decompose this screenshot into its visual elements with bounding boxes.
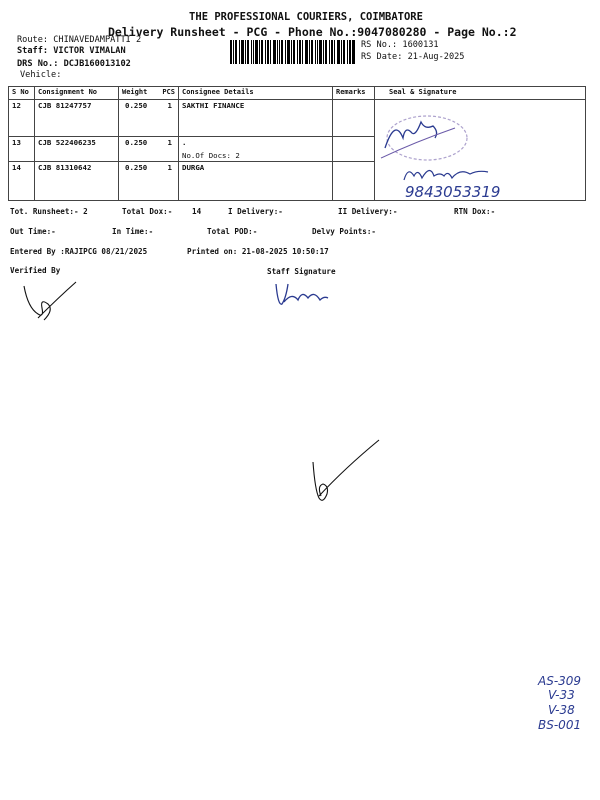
handwritten-phone: 9843053319 xyxy=(405,183,501,201)
ii-delivery: II Delivery:- xyxy=(338,207,398,216)
rtn-dox: RTN Dox:- xyxy=(454,207,496,216)
in-time: In Time:- xyxy=(112,227,154,236)
row-pcs: 1 xyxy=(167,138,172,147)
vehicle-label: Vehicle: xyxy=(20,70,62,80)
handwritten-note: BS-001 xyxy=(538,718,582,732)
barcode xyxy=(230,40,355,64)
col-consignee: Consignee Details xyxy=(179,87,333,100)
row-weight-pcs xyxy=(119,100,179,137)
verified-by-label: Verified By xyxy=(10,266,61,275)
delvy-points: Delvy Points:- xyxy=(312,227,377,236)
total-pod: Total POD:- xyxy=(207,227,258,236)
handwritten-note: V-38 xyxy=(548,703,575,717)
company-title: THE PROFESSIONAL COURIERS, COIMBATORE xyxy=(189,11,423,23)
staff-label: Staff: VICTOR VIMALAN xyxy=(17,46,126,56)
row-weight: 0.250 xyxy=(125,163,148,172)
total-dox-label: Total Dox:- xyxy=(122,207,173,216)
row-weight: 0.250 xyxy=(125,138,148,147)
row-pcs: 1 xyxy=(167,101,172,110)
row-consignment: CJB 81247757 xyxy=(35,100,119,137)
verified-by-signature xyxy=(18,278,88,323)
handwritten-note: V-33 xyxy=(548,688,575,702)
row-consignment: CJB 81310642 xyxy=(35,162,119,201)
col-pcs: PCS xyxy=(162,88,175,96)
row-remarks xyxy=(333,137,375,162)
col-seal-label: Seal & Signature xyxy=(389,88,457,96)
i-delivery: I Delivery:- xyxy=(228,207,283,216)
total-dox-value: 14 xyxy=(192,207,202,216)
col-weight-pcs xyxy=(119,87,179,100)
handwritten-note: AS-309 xyxy=(538,674,582,688)
row-weight-pcs xyxy=(119,137,179,162)
tot-runsheet: Tot. Runsheet:- 2 xyxy=(10,207,88,216)
col-seal xyxy=(375,87,586,100)
entered-by: Entered By :RAJIPCG 08/21/2025 xyxy=(10,247,148,256)
row-consignee-name: . xyxy=(182,138,187,147)
col-sno: S No xyxy=(9,87,35,100)
row-consignee: SAKTHI FINANCE xyxy=(179,100,333,137)
route-label: Route: CHINAVEDAMPATTI 2 xyxy=(17,35,142,45)
row-consignment: CJB 522406235 xyxy=(35,137,119,162)
col-consignment: Consignment No xyxy=(35,87,119,100)
row-sno: 14 xyxy=(9,162,35,201)
row-pcs: 1 xyxy=(167,163,172,172)
col-weight: Weight xyxy=(122,88,148,96)
printed-on: Printed on: 21-08-2025 10:50:17 xyxy=(187,247,329,256)
rs-date: RS Date: 21-Aug-2025 xyxy=(361,52,465,62)
row-weight-pcs xyxy=(119,162,179,201)
staff-signature xyxy=(268,278,338,313)
runsheet-subtitle: Delivery Runsheet - PCG - Phone No.:9047080280 - Page No.:2 xyxy=(108,25,517,39)
row-weight: 0.250 xyxy=(125,101,148,110)
row-doc-count: No.Of Docs: 2 xyxy=(182,151,240,160)
row-consignee: DURGA xyxy=(179,162,333,201)
row-remarks xyxy=(333,100,375,137)
table-row xyxy=(9,100,586,137)
table-header-row xyxy=(9,87,586,100)
col-remarks: Remarks xyxy=(333,87,375,100)
row-consignee xyxy=(179,137,333,162)
row-sno: 12 xyxy=(9,100,35,137)
drs-number: DRS No.: DCJB160013102 xyxy=(17,59,131,69)
row-remarks xyxy=(333,162,375,201)
rs-number: RS No.: 1600131 xyxy=(361,40,439,50)
out-time: Out Time:- xyxy=(10,227,56,236)
staff-signature-label: Staff Signature xyxy=(267,267,336,276)
stray-signature xyxy=(305,432,385,507)
row-sno: 13 xyxy=(9,137,35,162)
